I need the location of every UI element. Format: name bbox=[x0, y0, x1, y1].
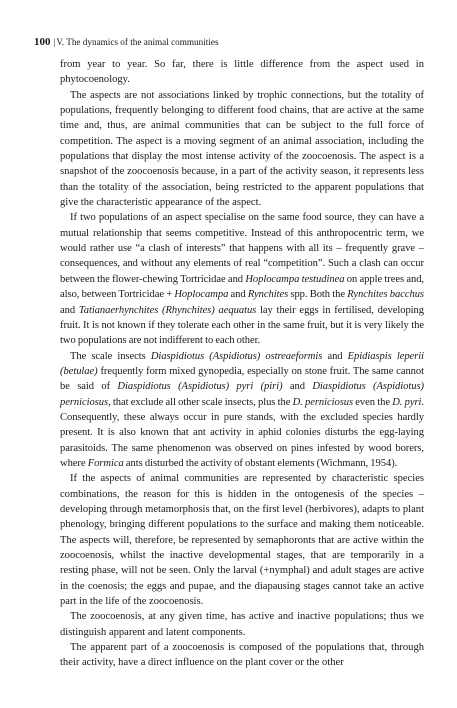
paragraph: If the aspects of animal communities are represented by characteristic species combinations, the reason for this is hidden in the ontogenesis of the species – developing through metamorphosis that, on the first level (herbivores), adapts to plant phenology, bringing different populations to the surface and making them noticeable. The aspects will, therefore, be represented by semaphoronts that are active within the zoocoenosis, whilst the inactive developmental stages, that are temporarily in a resting phase, will not be seen. Only the larval (+nymphal) and adult stages are active in the coenosis; the eggs and pupae, and the diapausing stages cannot take an active part in the life of the zoocoenosis. bbox=[60, 473, 424, 608]
paragraph: The scale insects Diaspidiotus (Aspidiotus) ostreaeformis and Epidiaspis leperii (betulae) frequently form mixed gynopedia, especially on stone fruit. The same cannot be said of Diaspidiotus (Aspidiotus) pyri (piri) and Diaspidiotus (Aspidiotus) perniciosus, that exclude all other scale insects, plus the D. perniciosus even the D. pyri. Consequently, these always occur in pure stands, with the excluded species hardly present. It is also known that ant activity in aphid colonies disturbs the egg-laying parasitoids. The same phenomenon was observed on pines infested by wood borers, where Formica ants disturbed the activity of obstant elements (Wichmann, 1954). bbox=[60, 350, 424, 469]
header-separator: | bbox=[53, 37, 56, 47]
paragraph: The aspects are not associations linked by trophic connections, but the totality of populations, frequently belonging to different food chains, that are active at the same time and, thus, are animal communities that can be subject to the full force of competition. The aspect is a moving segment of an animal association, including the populations that display the most intense activity of the zoocoenosis. The aspect is a snapshot of the zoocoenosis because, in a part of the activity season, it represents less than the totality of the association, being restricted to the apparent populations that give the characteristic appearance of the aspect. bbox=[60, 89, 424, 209]
running-header bbox=[34, 36, 219, 48]
page-number: 100 bbox=[34, 36, 51, 48]
section-title: V. The dynamics of the animal communities bbox=[56, 37, 219, 47]
paragraph: The apparent part of a zoocoenosis is composed of the populations that, through their activity, have a direct influence on the plant cover or the other bbox=[60, 642, 424, 669]
body-text bbox=[60, 57, 424, 671]
paragraph: The zoocoenosis, at any given time, has active and inactive populations; thus we distinguish apparent and latent components. bbox=[60, 611, 424, 638]
paragraph: If two populations of an aspect specialise on the same food source, they can have a mutual relationship that seems competitive. Instead of this anthropocentric term, we would rather use “a clash of interests” that happens with all its – frequently grave – consequences, and without any elements of real “competition”. Such a clash can occur between the flower-chewing Tortricidae and Hoplocampa testudinea on apple trees and, also, between Tortricidae + Hoplocampa and Rynchites spp. Both the Rynchites bacchus and Tatianaerhynchites (Rhynchites) aequatus lay their eggs in fertilised, developing fruit. It is not known if they tolerate each other in the same fruit, but it is very likely the two populations are not indifferent to each other. bbox=[60, 212, 424, 347]
paragraph: from year to year. So far, there is little difference from the aspect used in phytocoenology. bbox=[60, 59, 424, 86]
